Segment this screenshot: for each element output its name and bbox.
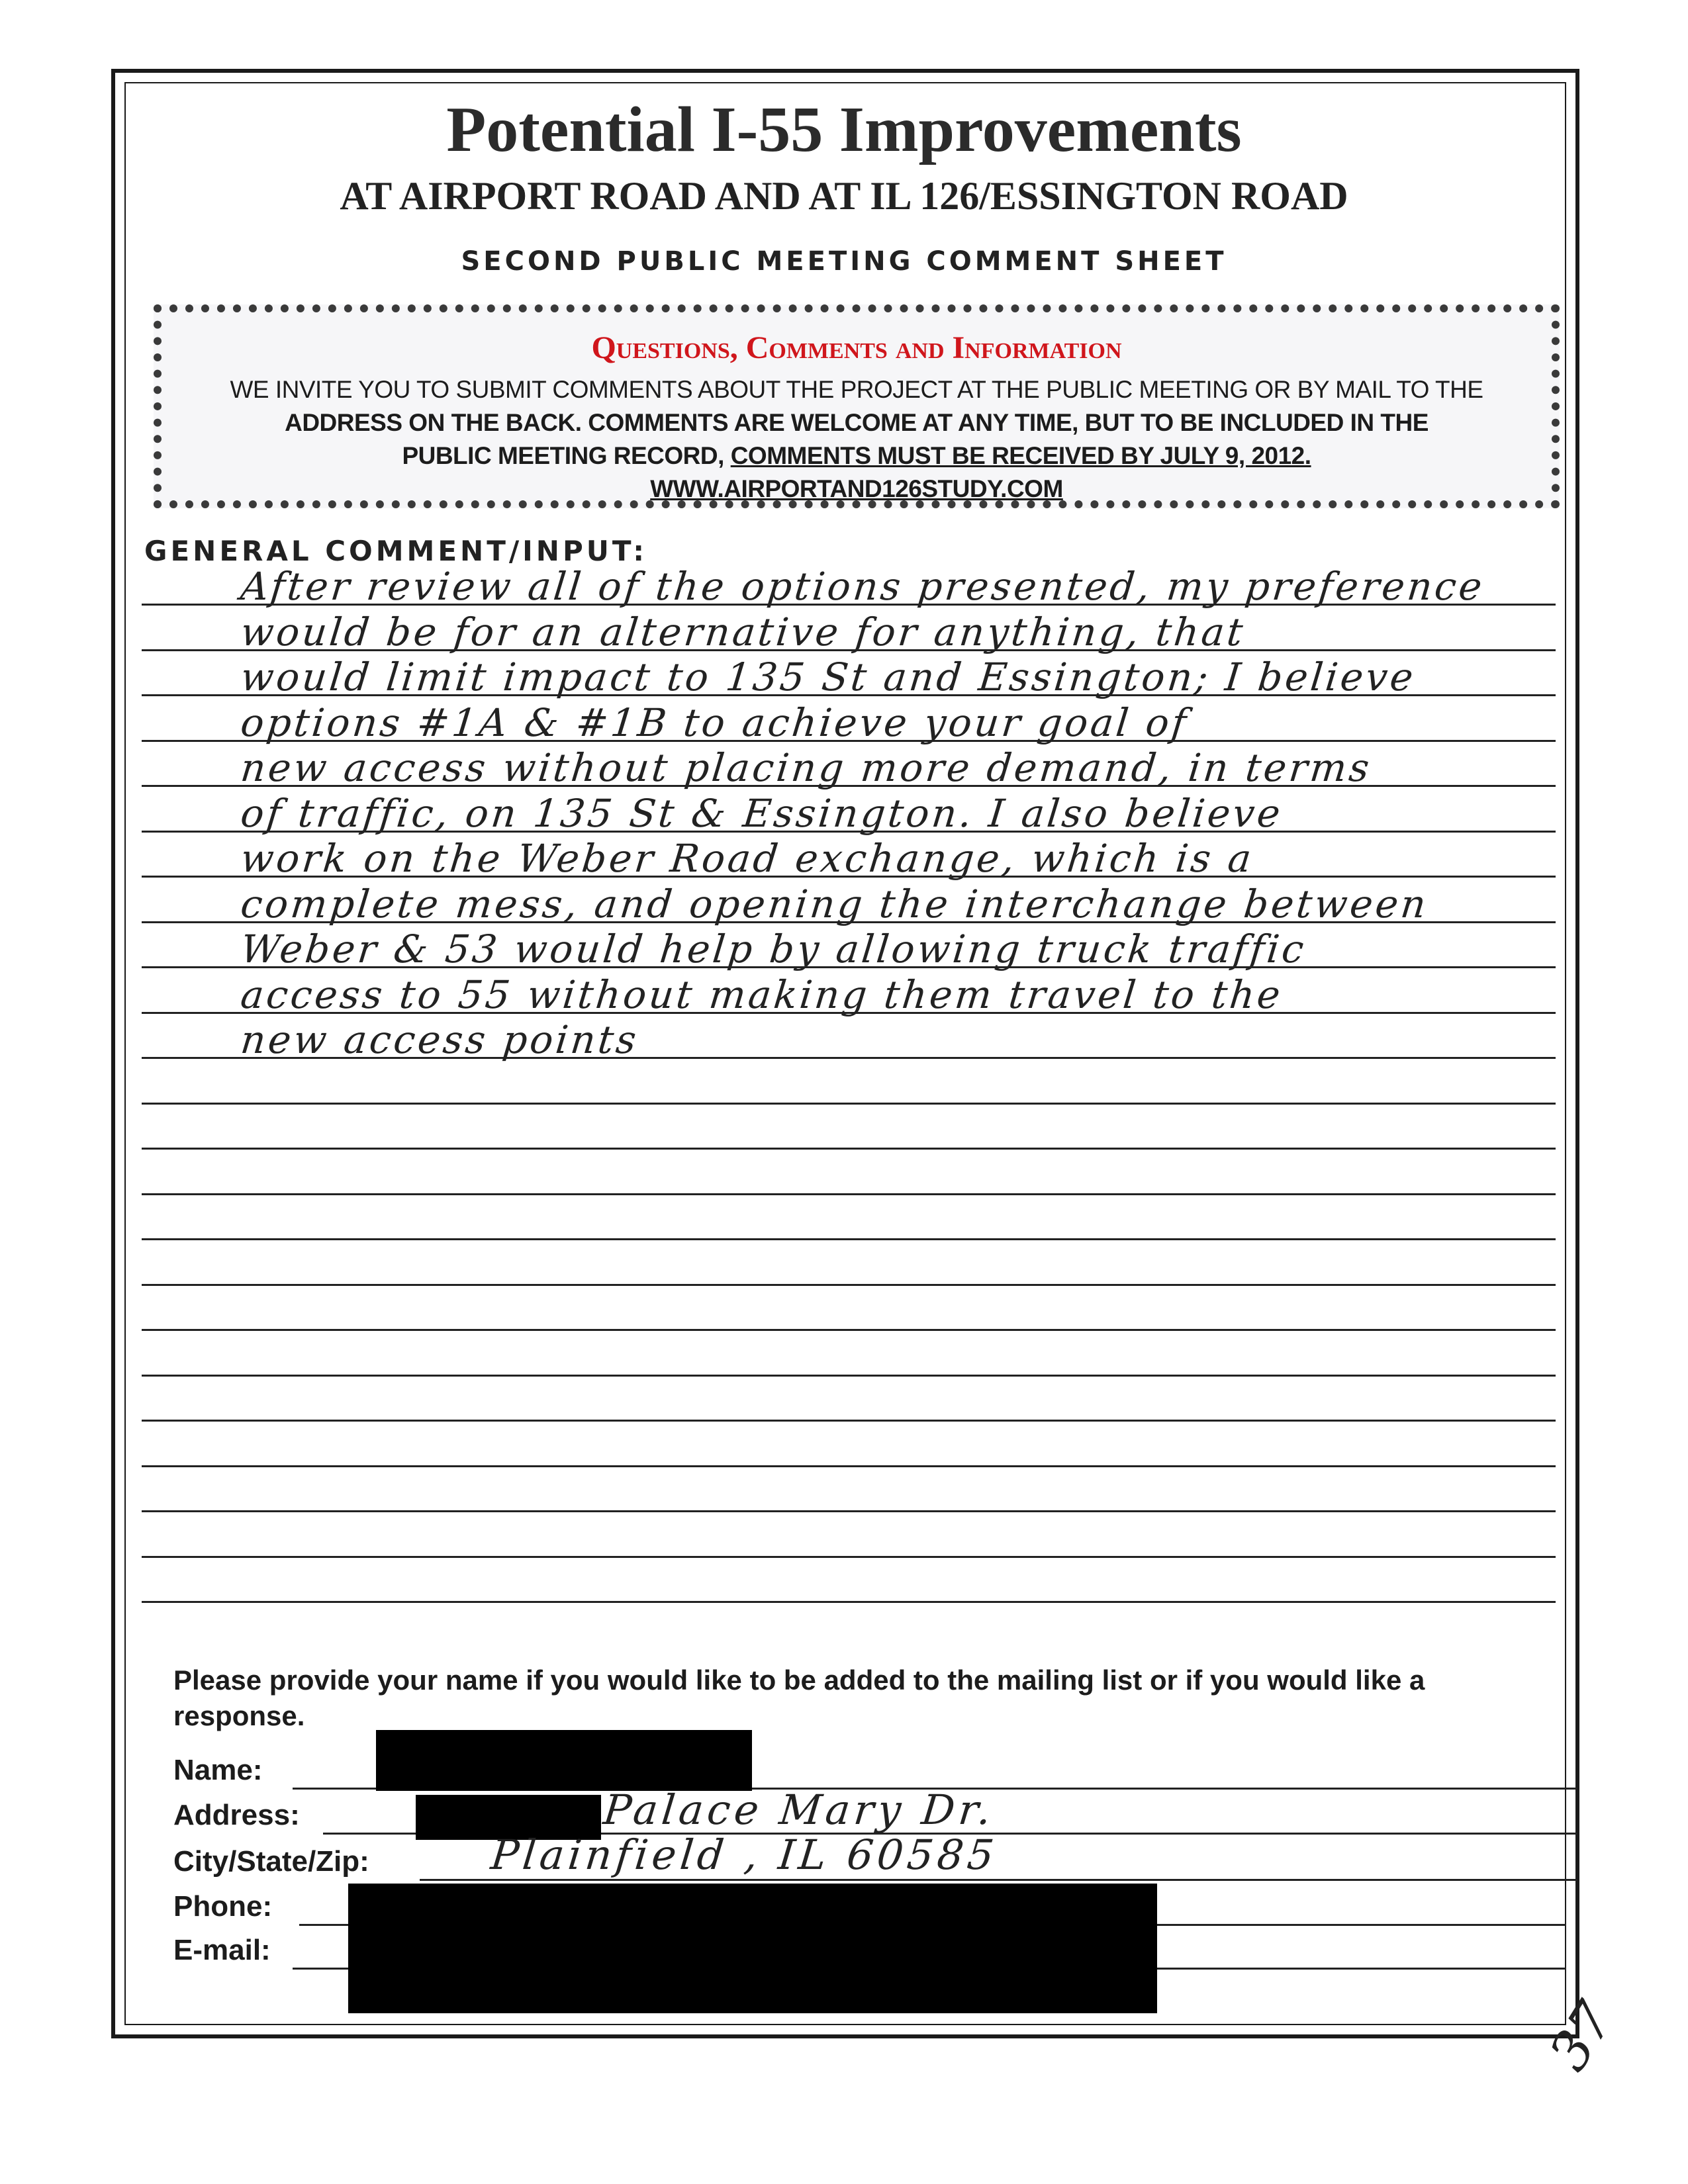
info-heading: Questions, Comments and Information	[591, 330, 1122, 365]
email-label: E-mail:	[173, 1934, 271, 1966]
handwritten-comment-line: new access points	[238, 1017, 641, 1062]
comment-rule-line	[142, 1375, 1556, 1377]
phone-field[interactable]	[173, 1890, 272, 1930]
info-line-3-prefix: PUBLIC MEETING RECORD,	[402, 442, 731, 469]
name-label: Name:	[173, 1754, 263, 1786]
phone-label: Phone:	[173, 1890, 273, 1923]
mailing-note: Please provide your name if you would like to be added to the mailing list or if you would like a response.	[173, 1664, 1425, 1731]
comment-rule-line	[142, 1284, 1556, 1286]
comment-rule-line	[142, 1556, 1556, 1558]
city-state-zip-value: Plainfield , IL 60585	[489, 1831, 1000, 1879]
handwritten-comment-line: would limit impact to 135 St and Essington; I believe	[238, 655, 1419, 700]
city-state-zip-underline	[420, 1879, 1577, 1881]
handwritten-comment-line: options #1A & #1B to achieve your goal of	[238, 700, 1192, 745]
handwritten-comment-line: would be for an alternative for anything, that	[238, 610, 1248, 655]
comment-rule-line	[142, 1103, 1556, 1105]
handwritten-comment-line: Weber & 53 would help by allowing truck traffic	[238, 927, 1309, 972]
info-text	[201, 373, 1512, 506]
info-box	[154, 304, 1560, 508]
info-line-1: WE INVITE YOU TO SUBMIT COMMENTS ABOUT THE PROJECT AT THE PUBLIC MEETING OR BY MAIL TO THE	[230, 376, 1483, 403]
page-number: 37	[1537, 1991, 1626, 2081]
comment-rule-line	[142, 1420, 1556, 1422]
info-deadline: COMMENTS MUST BE RECEIVED BY JULY 9, 2012.	[730, 442, 1311, 469]
comment-rule-line	[142, 1193, 1556, 1195]
address-label: Address:	[173, 1799, 300, 1831]
info-line-2: ADDRESS ON THE BACK. COMMENTS ARE WELCOME AT ANY TIME, BUT TO BE INCLUDED IN THE	[285, 409, 1429, 436]
comment-rule-line	[142, 1238, 1556, 1240]
address-value: Palace Mary Dr.	[601, 1786, 998, 1834]
email-field[interactable]	[173, 1934, 271, 1974]
handwritten-comment-line: of traffic, on 135 St & Essington. I also believe	[238, 791, 1286, 836]
handwritten-comment-line: work on the Weber Road exchange, which is a	[238, 836, 1256, 881]
redaction-block	[348, 1884, 1157, 2013]
name-field[interactable]	[173, 1754, 263, 1794]
website-link[interactable]: WWW.AIRPORTAND126STUDY.COM	[650, 475, 1063, 502]
page-title: Potential I-55 Improvements	[446, 94, 1242, 165]
address-field[interactable]	[173, 1799, 300, 1839]
city-state-zip-label: City/State/Zip:	[173, 1845, 369, 1878]
handwritten-comment-line: new access without placing more demand, in terms	[238, 745, 1374, 790]
redaction-block	[376, 1730, 752, 1791]
info-line-3	[201, 439, 1512, 473]
sheet-label: SECOND PUBLIC MEETING COMMENT SHEET	[461, 246, 1227, 277]
comment-rule-line	[142, 1510, 1556, 1512]
comment-rule-line	[142, 1601, 1556, 1603]
city-state-zip-field[interactable]	[173, 1845, 369, 1885]
comment-rule-line	[142, 1148, 1556, 1150]
handwritten-comment-line: access to 55 without making them travel to the	[238, 972, 1286, 1017]
handwritten-comment-line: After review all of the options presented, my preference	[238, 564, 1487, 609]
comment-section-label: GENERAL COMMENT/INPUT:	[144, 535, 647, 567]
page-subtitle: AT AIRPORT ROAD AND AT IL 126/ESSINGTON ROAD	[340, 174, 1348, 218]
handwritten-comment-line: complete mess, and opening the interchange between	[238, 882, 1431, 927]
comment-rule-line	[142, 1329, 1556, 1331]
comment-rule-line	[142, 1465, 1556, 1467]
